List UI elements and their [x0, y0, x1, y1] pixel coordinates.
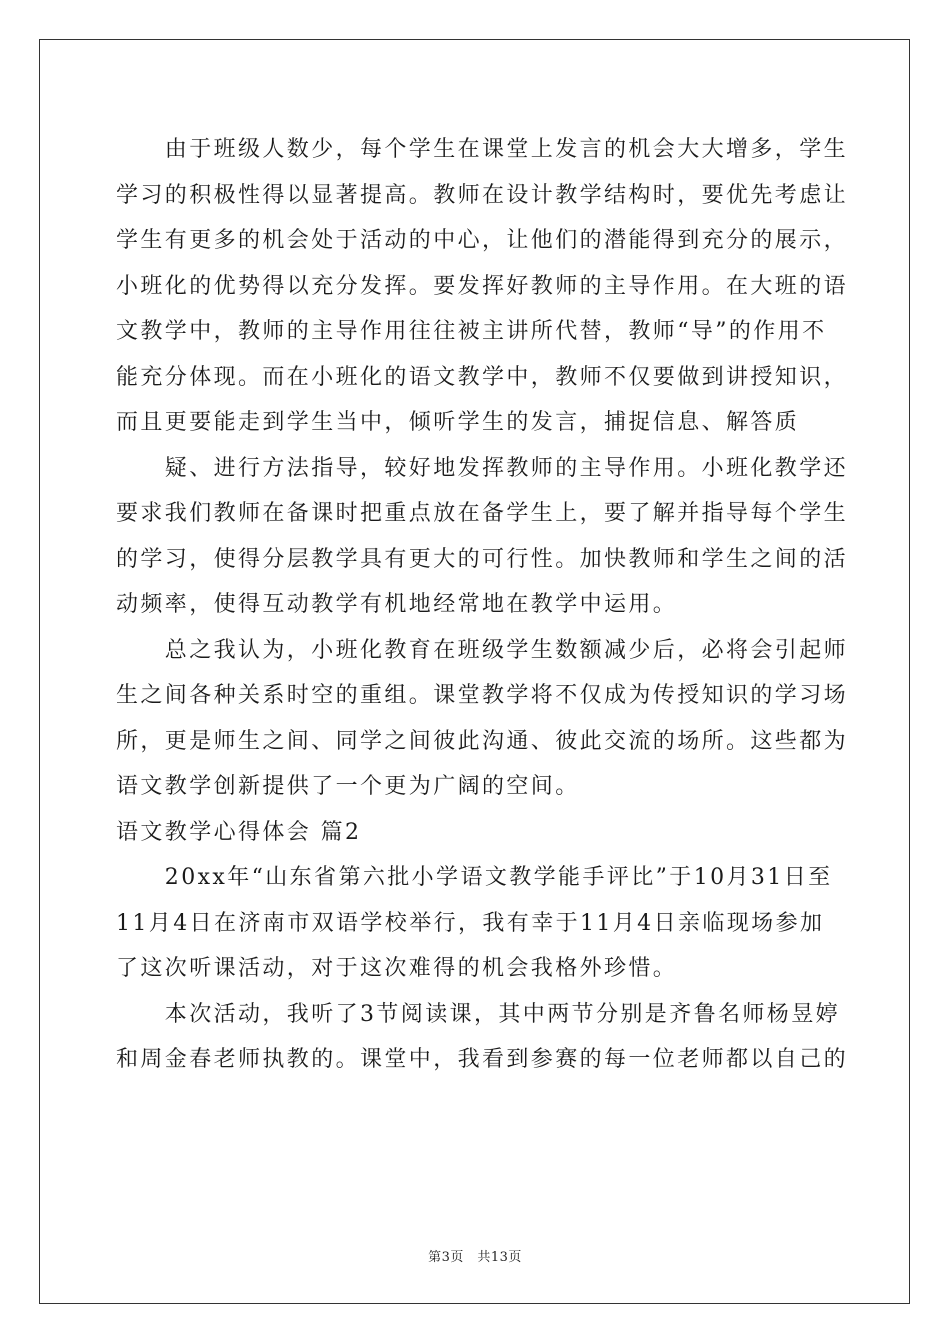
text-line: 语文教学创新提供了一个更为广阔的空间。: [116, 774, 580, 799]
text-line: 的学习，使得分层教学具有更大的可行性。加快教师和学生之间的活: [116, 546, 849, 572]
text-line: 总之我认为，小班化教育在班级学生数额减少后，必将会引起师: [116, 637, 849, 663]
text-line: 由于班级人数少，每个学生在课堂上发言的机会大大增多，学生: [116, 137, 849, 162]
text-line: 学生有更多的机会处于活动的中心，让他们的潜能得到充分的展示，: [116, 228, 849, 253]
text-line: 能充分体现。而在小班化的语文教学中，教师不仅要做到讲授知识，: [116, 364, 849, 390]
text-line: 小班化的优势得以充分发挥。要发挥好教师的主导作用。在大班的语: [116, 273, 849, 299]
text-line: 和周金春老师执教的。课堂中，我看到参赛的每一位老师都以自己的: [116, 1047, 849, 1072]
text-line: 而且更要能走到学生当中，倾听学生的发言，捕捉信息、解答质: [116, 410, 800, 435]
text-line: 11月4日在济南市双语学校举行，我有幸于11月4日亲临现场参加: [116, 910, 825, 936]
text-line: 动频率，使得互动教学有机地经常地在教学中运用。: [116, 592, 678, 617]
text-line: 20xx年“山东省第六批小学语文教学能手评比”于10月31日至: [116, 865, 833, 890]
text-line: 疑、进行方法指导，较好地发挥教师的主导作用。小班化教学还: [116, 455, 849, 481]
text-line: 要求我们教师在备课时把重点放在备学生上，要了解并指导每个学生: [116, 501, 849, 526]
text-line: 文教学中，教师的主导作用往往被主讲所代替，教师“导”的作用不: [116, 319, 827, 344]
section-heading: 语文教学心得体会 篇2: [116, 819, 362, 845]
text-line: 本次活动，我听了3节阅读课，其中两节分别是齐鲁名师杨昱婷: [116, 1001, 840, 1027]
text-line: 了这次听课活动，对于这次难得的机会我格外珍惜。: [116, 956, 678, 981]
page-footer: 第3页 共13页: [428, 1250, 522, 1265]
text-line: 所，更是师生之间、同学之间彼此沟通、彼此交流的场所。这些都为: [116, 728, 849, 754]
text-line: 学习的积极性得以显著提高。教师在设计教学结构时，要优先考虑让: [116, 182, 849, 208]
text-line: 生之间各种关系时空的重组。课堂教学将不仅成为传授知识的学习场: [116, 683, 849, 708]
